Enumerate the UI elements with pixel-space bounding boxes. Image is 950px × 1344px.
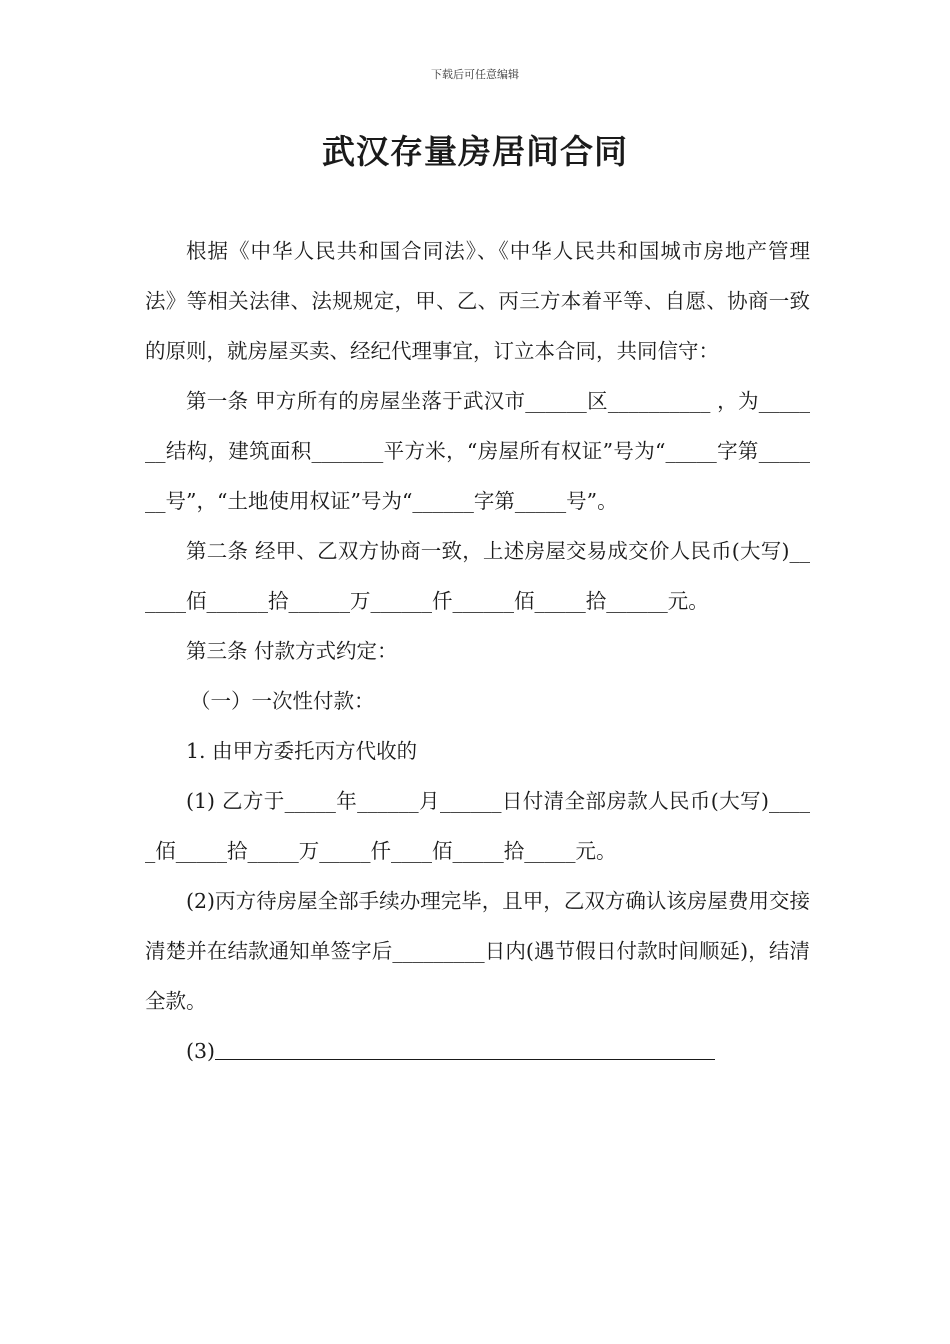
header-note: 下载后可任意编辑: [431, 68, 519, 81]
document-title: 武汉存量房居间合同: [322, 132, 628, 171]
clause-3-label: (3): [186, 1039, 216, 1063]
clause-3: [145, 1026, 810, 1076]
sub-section-1-text: （一）一次性付款：: [190, 689, 375, 713]
intro-paragraph: 根据《中华人民共和国合同法》、《中华人民共和国城市房地产管理法》等相关法律、法规规定，甲、乙、丙三方本着平等、自愿、协商一致的原则，就房屋买卖、经纪代理事宜，订立本合同，共同信守：: [145, 239, 810, 363]
item-1: 1. 由甲方委托丙方代收的: [186, 739, 418, 763]
clause-3-blank: [215, 1037, 715, 1060]
clause-1: (1) 乙方于_____年______月______日付清全部房款人民币(大写)_____佰_____拾_____万_____仟____佰_____拾_____元。: [145, 789, 810, 863]
article-3: 第三条 付款方式约定：: [186, 639, 398, 663]
article-1: 第一条 甲方所有的房屋坐落于武汉市______区__________ ，为_______结构，建筑面积_______平方米，“房屋所有权证”号为“_____字第_______号”，“土地使用权证”号为“______字第_____号”。: [145, 389, 810, 513]
document-body: [145, 226, 810, 1076]
clause-2: (2)丙方待房屋全部手续办理完毕，且甲，乙双方确认该房屋费用交接清楚并在结款通知单签字后_________日内(遇节假日付款时间顺延)，结清全款。: [145, 889, 810, 1013]
article-2: 第二条 经甲、乙双方协商一致，上述房屋交易成交价人民币(大写)______佰______拾______万______仟______佰_____拾______元。: [145, 539, 810, 613]
sub-section-1: [145, 676, 810, 726]
